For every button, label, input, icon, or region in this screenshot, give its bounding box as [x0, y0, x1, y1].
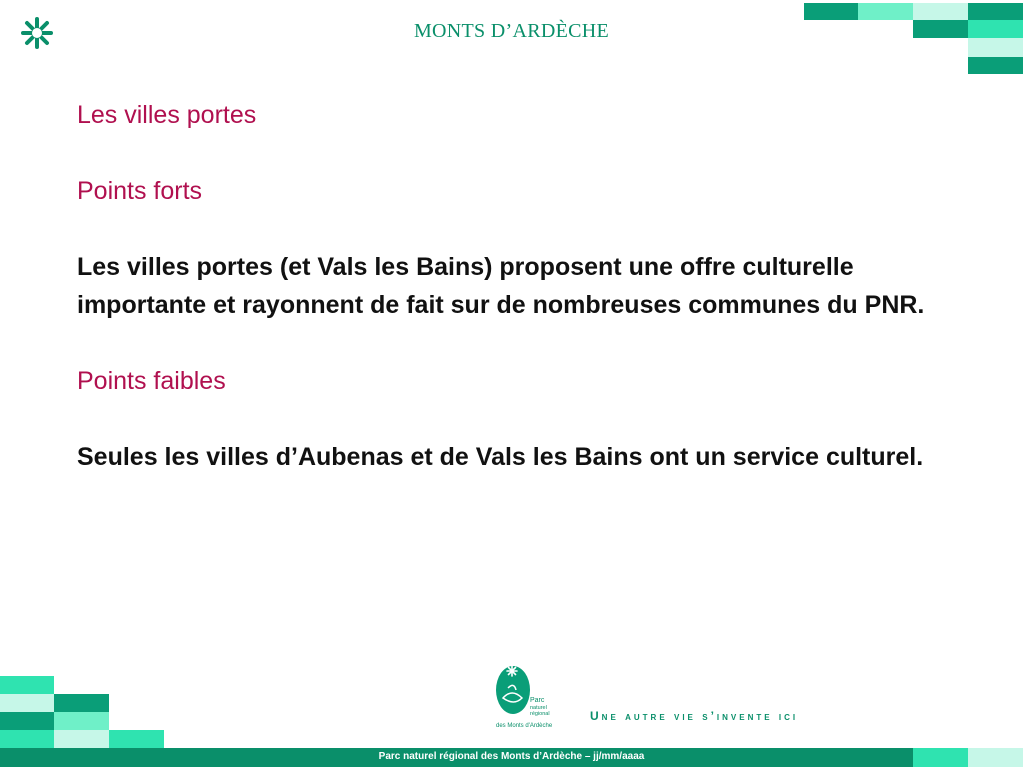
main-content: [77, 96, 977, 476]
strengths-heading: Points forts: [77, 177, 203, 205]
slogan-text: Une autre vie s’invente ici: [590, 709, 799, 723]
park-logo-icon: [496, 666, 530, 714]
weaknesses-text: Seules les villes d’Aubenas et de Vals les Bains ont un service culturel.: [77, 443, 924, 471]
svg-text:des Monts d'Ardèche: des Monts d'Ardèche: [496, 723, 553, 729]
footer-text: Parc naturel régional des Monts d’Ardèche – jj/mm/aaaa: [378, 751, 645, 762]
header-title: MONTS D’ARDÈCHE: [413, 20, 610, 42]
park-logo: [490, 660, 560, 732]
slide-title: Les villes portes: [77, 101, 257, 129]
weaknesses-heading: Points faibles: [77, 367, 226, 395]
svg-text:Parc: Parc: [530, 697, 545, 704]
svg-text:régional: régional: [530, 711, 550, 717]
svg-text:naturel: naturel: [530, 705, 547, 711]
strengths-text: Les villes portes (et Vals les Bains) proposent une offre culturelle importante et rayonnent de fait sur de nombreuses communes du PNR.: [77, 253, 925, 319]
